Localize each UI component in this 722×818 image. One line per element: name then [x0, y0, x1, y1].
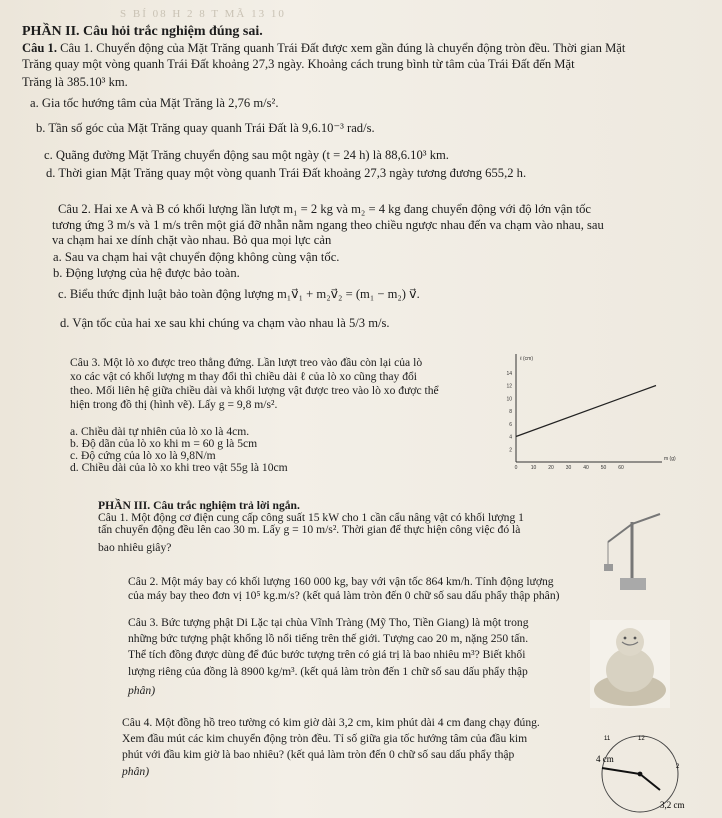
x-tick-label: 60 — [618, 465, 624, 471]
buddha-statue-image — [590, 620, 670, 708]
y-axis-label: ℓ (cm) — [520, 356, 534, 362]
p3-q2-line2: của máy bay theo đơn vị 10⁵ kg.m/s? (kết quả làm tròn đến 0 chữ số sau dấu phẩy thập phân) — [128, 589, 560, 602]
q3-line2: xo các vật có khối lượng m thay đổi thì chiều dài ℓ của lò xo cũng thay đổi — [70, 370, 418, 383]
y-tick-label: 8 — [509, 409, 512, 415]
x-tick-label: 0 — [514, 465, 518, 471]
minute-hand-label: 4 cm — [596, 754, 614, 764]
p3-q2-line1: Câu 2. Một máy bay có khối lượng 160 000 kg, bay với vận tốc 864 km/h. Tính động lượng — [128, 575, 554, 588]
p3-q1-line3: bao nhiêu giây? — [98, 541, 172, 554]
p3-q3-line5: phân) — [128, 684, 156, 697]
y-tick-label: 10 — [506, 396, 512, 403]
q3-option-a: a. Chiều dài tự nhiên của lò xo là 4cm. — [70, 425, 250, 438]
p3-q4-line2: Xem đầu mút các kim chuyển động tròn đều. Tỉ số giữa gia tốc hướng tâm của đầu kim — [122, 732, 528, 745]
q2-option-c: c. Biểu thức định luật bảo toàn động lượng m₁v⃗₁ + m₂v⃗₂ = (m₁ − m₂) v⃗. — [58, 287, 420, 301]
x-tick-label: 10 — [530, 465, 537, 471]
q1-text1: Câu 1. Chuyển động của Mặt Trăng quanh Trái Đất được xem gần đúng là chuyển động tròn đều. Thời gian Mặt — [60, 41, 626, 55]
clock-diagram — [590, 728, 702, 810]
q2-line3: va chạm hai xe dính chặt vào nhau. Bỏ qua mọi lực cản — [52, 233, 332, 247]
crane-image — [602, 512, 664, 592]
y-tick-label: 2 — [509, 447, 512, 454]
q2-option-d: d. Vận tốc của hai xe sau khi chúng va chạm vào nhau là 5/3 m/s. — [60, 316, 390, 330]
q1-line3: Trăng là 385.10³ km. — [22, 75, 128, 89]
svg-text:11: 11 — [604, 736, 611, 742]
q1-option-b: b. Tần số góc của Mặt Trăng quay quanh Trái Đất là 9,6.10⁻³ rad/s. — [36, 121, 375, 135]
p3-q3-line2: những bức tượng phật khổng lồ nổi tiếng trên thế giới. Tượng cao 20 m, nặng 250 tấn. — [128, 632, 529, 645]
x-axis-label: m (g) — [664, 456, 676, 462]
watermark: S BÍ 08 H 2 8 T MÃ 13 10 — [120, 8, 286, 20]
q3-line3: theo. Mối liên hệ giữa chiều dài và khối lượng vật được treo vào lò xo được thể — [70, 384, 439, 397]
part2-title: PHẦN II. Câu hỏi trắc nghiệm đúng sai. — [22, 24, 263, 39]
x-tick-label: 40 — [583, 465, 589, 471]
hour-hand — [640, 774, 660, 790]
q2-line1: Câu 2. Hai xe A và B có khối lượng lần lượt m₁ = 2 kg và m₂ = 4 kg đang chuyển động với độ lớn vận tốc — [58, 202, 592, 216]
q2-line2: tương ứng 3 m/s và 1 m/s trên một giá đỡ nhẵn nằm ngang theo chiều ngược nhau đến va chạm vào nhau, sau — [52, 218, 604, 232]
p3-q4-line4: phân) — [122, 765, 150, 778]
p3-q4-line1: Câu 4. Một đồng hồ treo tường có kim giờ dài 3,2 cm, kim phút dài 4 cm đang chạy đúng. — [122, 716, 540, 729]
q1-option-a: a. Gia tốc hướng tâm của Mặt Trăng là 2,76 m/s². — [30, 96, 279, 110]
p3-q3-line1: Câu 3. Bức tượng phật Di Lặc tại chùa Vĩnh Tràng (Mỹ Tho, Tiền Giang) là một trong — [128, 616, 529, 629]
x-tick-label: 20 — [548, 465, 554, 471]
y-tick-label: 14 — [506, 370, 512, 377]
y-tick-label: 12 — [506, 383, 512, 390]
y-tick-label: 4 — [509, 434, 512, 441]
q1-line2: Trăng quay một vòng quanh Trái Đất khoảng 27,3 ngày. Khoảng cách trung bình từ tâm của Trái Đất đến Mặt — [22, 57, 575, 71]
x-tick-label: 30 — [565, 465, 572, 471]
length-mass-graph — [498, 352, 676, 482]
p3-q3-line3: Thể tích đồng được dùng để đúc bước tượng trên có giá trị là bao nhiêu m³? Biết khối — [128, 648, 526, 661]
p3-q1-line1: Câu 1. Một động cơ điện cung cấp công suất 15 kW cho 1 cần cẩu nâng vật có khối lượng 1 — [98, 511, 524, 524]
q3-line4: hiện trong đồ thị (hình vẽ). Lấy g = 9,8 m/s². — [70, 398, 278, 411]
minute-hand — [602, 768, 640, 774]
x-tick-label: 50 — [600, 465, 607, 471]
p3-q4-line3: phút với đầu kim giờ là bao nhiêu? (kết quả làm tròn đến 0 chữ số sau dấu phẩy thập — [122, 748, 515, 761]
hour-hand-label: 3,2 cm — [660, 800, 685, 810]
series-line — [516, 386, 656, 437]
q3-option-c: c. Độ cứng của lò xo là 9,8N/m — [70, 449, 216, 462]
q3-option-b: b. Độ dãn của lò xo khi m = 60 g là 5cm — [70, 437, 258, 450]
part3-title: PHẦN III. Câu trắc nghiệm trả lời ngắn. — [98, 499, 300, 512]
p3-q3-line4: lượng riêng của đồng là 8900 kg/m³. (kết quả làm tròn đến 1 chữ số sau dấu phẩy thập — [128, 665, 528, 678]
q1-option-d: d. Thời gian Mặt Trăng quay một vòng quanh Trái Đất khoảng 27,3 ngày tương đương 655,2 h. — [46, 166, 527, 180]
y-tick-label: 6 — [509, 421, 512, 428]
q2-option-a: a. Sau va chạm hai vật chuyển động không cùng vận tốc. — [53, 250, 340, 264]
svg-text:12: 12 — [638, 736, 645, 742]
svg-text:2: 2 — [676, 764, 680, 770]
q1-line1: Câu 1. Câu 1. Chuyển động của Mặt Trăng quanh Trái Đất được xem gần đúng là chuyển động tròn đều. Thời gian Mặt — [22, 41, 626, 55]
p3-q1-line2: tấn chuyển động đều lên cao 30 m. Lấy g = 10 m/s². Thời gian để thực hiện công việc đó là — [98, 523, 521, 536]
q1-option-c: c. Quãng đường Mặt Trăng chuyển động sau một ngày (t = 24 h) là 88,6.10³ km. — [44, 148, 449, 162]
q3-line1: Câu 3. Một lò xo được treo thẳng đứng. Lần lượt treo vào đầu còn lại của lò — [70, 356, 423, 369]
q2-option-b: b. Động lượng của hệ được bảo toàn. — [53, 266, 240, 280]
q3-option-d: d. Chiều dài của lò xo khi treo vật 55g là 10cm — [70, 461, 288, 474]
